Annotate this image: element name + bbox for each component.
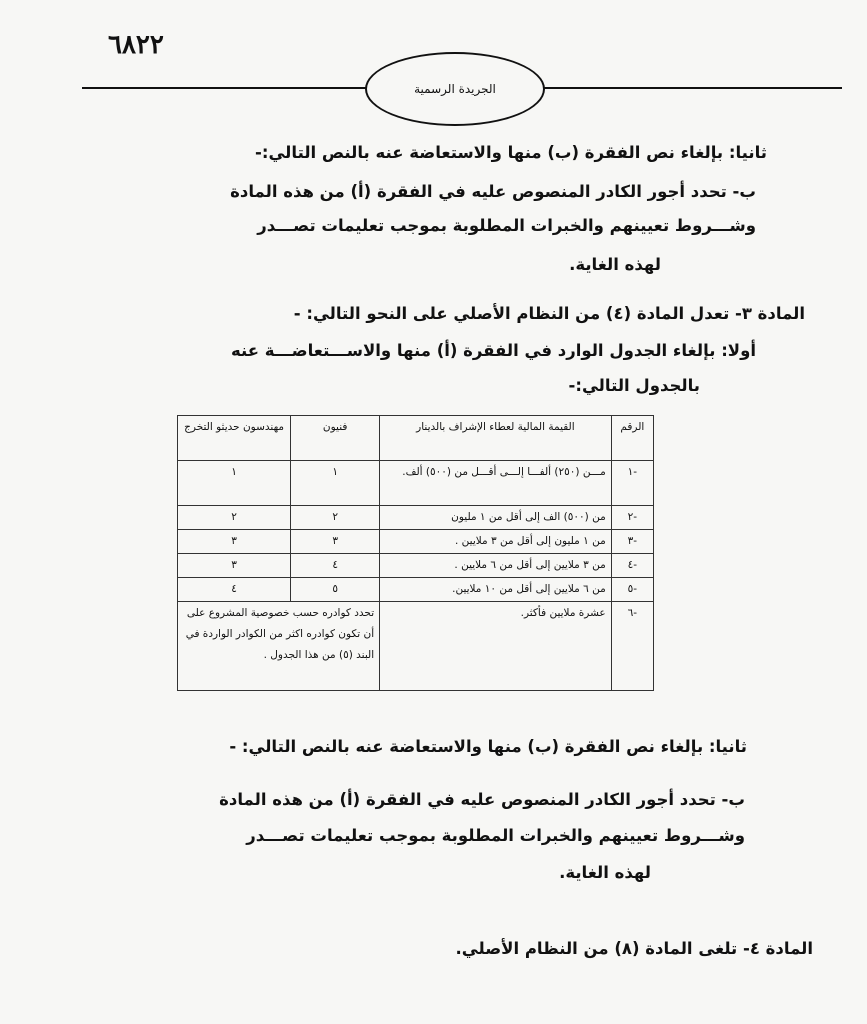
- section-b-heading: ثانيا: بإلغاء نص الفقرة (ب) منها والاستعاضة عنه بالنص التالي: -: [229, 737, 747, 756]
- row-engineers: ٣: [178, 530, 291, 554]
- row-value: من (٥٠٠) الف إلى أقل من ١ مليون: [380, 506, 612, 530]
- row-technicians: ٣: [291, 530, 380, 554]
- table-row: [178, 461, 654, 506]
- article-3-heading: المادة ٣- تعدل المادة (٤) من النظام الأصلي على النحو التالي: -: [293, 304, 805, 323]
- table-row: [178, 554, 654, 578]
- row-value: من ٦ ملايين إلى أقل من ١٠ ملايين.: [380, 578, 612, 602]
- row-value: مـــن (٢٥٠) ألفـــا إلـــى أقـــل من (٥٠٠) ألف.: [380, 461, 612, 506]
- row-engineers: ٢: [178, 506, 291, 530]
- row-value: عشرة ملايين فأكثر.: [380, 602, 612, 691]
- header-technicians: فنيون: [291, 416, 380, 461]
- table-header-row: [178, 416, 654, 461]
- section-b-line1: ب- تحدد أجور الكادر المنصوص عليه في الفقرة (أ) من هذه المادة: [219, 790, 745, 809]
- row-technicians: ٥: [291, 578, 380, 602]
- section-a-heading: ثانيا: بإلغاء نص الفقرة (ب) منها والاستعاضة عنه بالنص التالي:-: [255, 143, 767, 162]
- row-number: -٣: [611, 530, 653, 554]
- row-number: -٤: [611, 554, 653, 578]
- row-value: من ١ مليون إلى أقل من ٣ ملايين .: [380, 530, 612, 554]
- supervision-staff-table: [177, 415, 654, 691]
- gazette-title: الجريدة الرسمية: [414, 82, 496, 96]
- page-number: ٦٨٢٢: [108, 30, 164, 60]
- section-a-line2: وشـــروط تعيينهم والخبرات المطلوبة بموجب تعليمات تصـــدر: [257, 216, 756, 235]
- gazette-title-oval: [365, 52, 545, 126]
- table-row: [178, 602, 654, 691]
- row-technicians: ١: [291, 461, 380, 506]
- table-row: [178, 578, 654, 602]
- row-number: -٢: [611, 506, 653, 530]
- row-technicians: ٤: [291, 554, 380, 578]
- row-number: -٥: [611, 578, 653, 602]
- header-number: الرقم: [611, 416, 653, 461]
- article-4-text: المادة ٤- تلغى المادة (٨) من النظام الأصلي.: [455, 939, 813, 958]
- table-row: [178, 506, 654, 530]
- header-financial-value: القيمة المالية لعطاء الإشراف بالدينار: [380, 416, 612, 461]
- article-3-first-line1: أولا: بإلغاء الجدول الوارد في الفقرة (أ) منها والاســـتعاضـــة عنه: [230, 341, 756, 360]
- row-technicians: ٢: [291, 506, 380, 530]
- table-row: [178, 530, 654, 554]
- row-value: من ٣ ملايين إلى أقل من ٦ ملايين .: [380, 554, 612, 578]
- header-new-engineers: مهندسون حديثو التخرج: [178, 416, 291, 461]
- row-engineers: ١: [178, 461, 291, 506]
- section-a-line3: لهذه الغاية.: [569, 255, 661, 274]
- section-b-line3: لهذه الغاية.: [559, 863, 651, 882]
- section-a-line1: ب- تحدد أجور الكادر المنصوص عليه في الفقرة (أ) من هذه المادة: [230, 182, 756, 201]
- row-engineers: ٤: [178, 578, 291, 602]
- row-number: -٦: [611, 602, 653, 691]
- row-number: -١: [611, 461, 653, 506]
- article-3-first-line2: بالجدول التالي:-: [568, 376, 700, 395]
- section-b-line2: وشـــروط تعيينهم والخبرات المطلوبة بموجب تعليمات تصـــدر: [246, 826, 745, 845]
- row-engineers: ٣: [178, 554, 291, 578]
- row-merged-note: تحدد كوادره حسب خصوصية المشروع على أن تكون كوادره اكثر من الكوادر الواردة في البند (٥) من هذا الجدول .: [178, 602, 380, 691]
